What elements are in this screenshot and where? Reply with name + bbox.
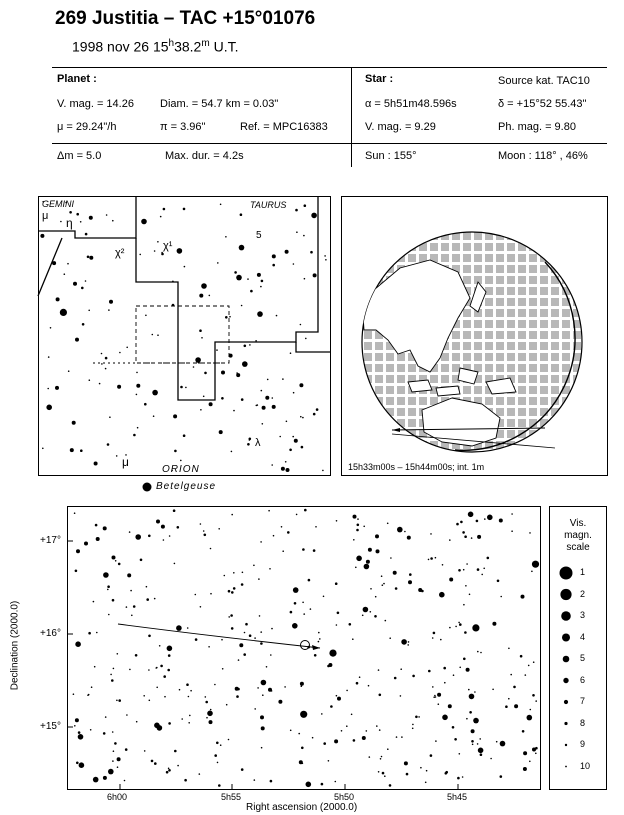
mag-level-2: 2 xyxy=(580,588,586,599)
xtick-5h45: 5h45 xyxy=(447,792,468,802)
delta-mag: Δm = 5.0 xyxy=(57,150,102,162)
datetime-ut: U.T. xyxy=(209,38,239,55)
label-chi1: χ¹ xyxy=(163,240,173,252)
mag-level-3: 3 xyxy=(580,610,586,620)
planet-mu: μ = 29.24"/h xyxy=(57,121,117,133)
label-mu-ori: μ xyxy=(122,455,129,469)
yaxis-label: Declination (2000.0) xyxy=(9,600,21,691)
label-eta-gem: η xyxy=(66,216,73,230)
mag-level-6: 6 xyxy=(580,674,586,685)
mag-level-10: 10 xyxy=(580,760,591,771)
label-betelgeuse: Betelgeuse xyxy=(156,481,217,492)
mag-level-1: 1 xyxy=(580,567,586,577)
label-orion: ORION xyxy=(162,464,200,475)
mag-level-7: 7 xyxy=(580,696,586,706)
max-duration: Max. dur. = 4.2s xyxy=(165,150,244,162)
star-source: Source kat. TAC10 xyxy=(498,75,590,87)
datetime-minute-unit: m xyxy=(201,38,210,49)
mag-dot-2 xyxy=(560,589,571,600)
page-title: 269 Justitia – TAC +15°01076 xyxy=(55,8,316,29)
planet-label: Planet : xyxy=(57,73,97,85)
mag-dot-6 xyxy=(563,678,568,683)
star-delta: δ = +15°52 55.43" xyxy=(498,98,587,110)
label-five: 5 xyxy=(256,230,262,241)
mag-scale-title-1: Vis. xyxy=(569,518,587,529)
mag-dot-8 xyxy=(564,722,567,725)
xtick-6h00: 6h00 xyxy=(107,792,128,802)
mag-dot-10 xyxy=(565,766,567,768)
star-vmag: V. mag. = 9.29 xyxy=(365,121,436,133)
star-alpha: α = 5h51m48.596s xyxy=(365,98,457,110)
label-taurus: TAURUS xyxy=(250,200,287,210)
mag-dot-4 xyxy=(562,634,570,642)
mag-dot-7 xyxy=(564,700,568,704)
mag-dot-5 xyxy=(563,656,570,663)
xtick-5h50: 5h50 xyxy=(334,792,355,802)
mag-level-4: 4 xyxy=(580,631,586,642)
label-gemini: GEMINI xyxy=(42,199,75,209)
datetime-date: 1998 nov 26 15 xyxy=(72,38,169,55)
globe-caption: 15h33m00s – 15h44m00s; int. 1m xyxy=(348,462,485,472)
ytick-17: +17° xyxy=(40,535,61,546)
xtick-5h55: 5h55 xyxy=(221,792,242,802)
planet-diam: Diam. = 54.7 km = 0.03" xyxy=(160,98,279,110)
mag-level-5: 5 xyxy=(580,653,586,663)
mag-dot-1 xyxy=(560,567,573,580)
planet-pi: π = 3.96" xyxy=(160,121,206,133)
mag-dot-3 xyxy=(561,611,571,621)
datetime-hour-unit: h xyxy=(168,38,175,49)
mag-level-8: 8 xyxy=(580,717,586,728)
ytick-15: +15° xyxy=(40,721,61,732)
label-mu-gem: μ xyxy=(42,210,49,222)
mag-level-9: 9 xyxy=(580,739,586,749)
moon-info: Moon : 118° , 46% xyxy=(498,150,588,162)
label-lambda: λ xyxy=(255,437,261,449)
ytick-16: +16° xyxy=(40,628,61,639)
star-phmag: Ph. mag. = 9.80 xyxy=(498,121,576,133)
mag-dot-9 xyxy=(565,744,567,746)
datetime-minutes: 38.2 xyxy=(174,38,202,55)
star-label: Star : xyxy=(365,73,394,85)
xaxis-label: Right ascension (2000.0) xyxy=(246,802,358,813)
label-chi2: χ² xyxy=(115,247,125,259)
planet-vmag: V. mag. = 14.26 xyxy=(57,98,134,110)
mag-scale-title-2: magn. xyxy=(564,530,592,541)
planet-ref: Ref. = MPC16383 xyxy=(240,121,328,133)
mag-scale-title-3: scale xyxy=(566,542,590,553)
sun-elongation: Sun : 155° xyxy=(365,150,417,162)
